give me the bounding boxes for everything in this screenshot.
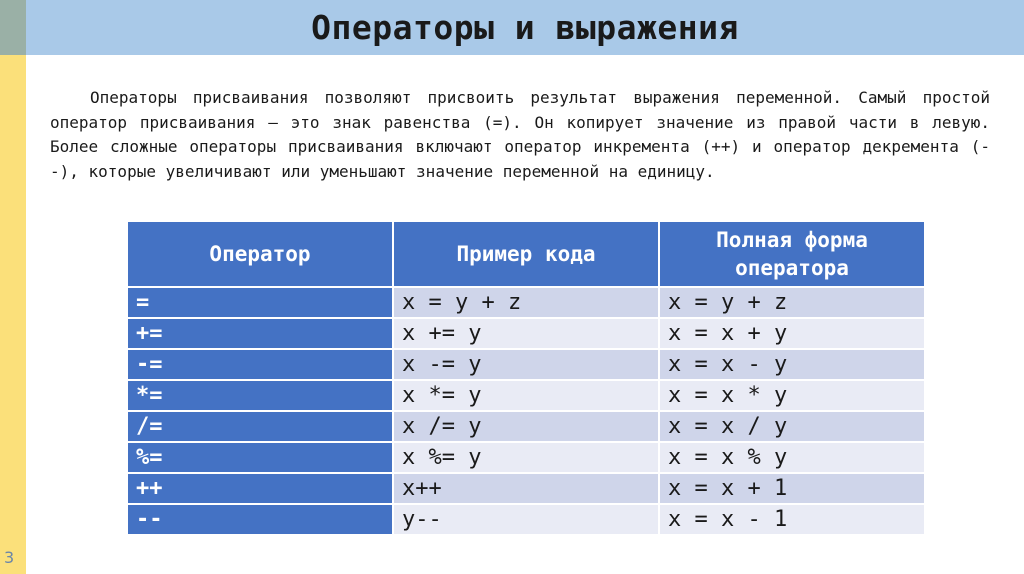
table-row [127, 411, 925, 442]
code-example-cell: x += y [393, 318, 659, 349]
full-form-cell: x = x + 1 [659, 473, 925, 504]
code-example-cell: x = y + z [393, 287, 659, 318]
code-example-cell: y-- [393, 504, 659, 535]
code-example-cell: x -= y [393, 349, 659, 380]
table-row [127, 380, 925, 411]
operator-cell: -- [127, 504, 393, 535]
full-form-cell: x = x - y [659, 349, 925, 380]
full-form-cell: x = x + y [659, 318, 925, 349]
full-form-cell: x = y + z [659, 287, 925, 318]
table-row [127, 504, 925, 535]
operator-cell: -= [127, 349, 393, 380]
table-row [127, 318, 925, 349]
full-form-cell: x = x % y [659, 442, 925, 473]
header-code-example: Пример кода [393, 221, 659, 287]
code-example-cell: x++ [393, 473, 659, 504]
intro-paragraph: Операторы присваивания позволяют присвоить результат выражения переменной. Самый простой оператор присваивания — это знак равенства (=). Он копирует значение из правой части в левую. Более сложные операторы присваивания включают оператор инкремента (++) и оператор декремента (--), которые увеличивают или уменьшают значение переменной на единицу. [50, 88, 990, 181]
left-accent-strip [0, 0, 26, 574]
code-example-cell: x *= y [393, 380, 659, 411]
full-form-cell: x = x - 1 [659, 504, 925, 535]
header-operator: Оператор [127, 221, 393, 287]
left-accent-strip-top [0, 0, 26, 55]
header-full-form: Полная форма оператора [659, 221, 925, 287]
operator-cell: /= [127, 411, 393, 442]
full-form-cell: x = x / y [659, 411, 925, 442]
slide-number: 3 [4, 548, 15, 567]
table-row [127, 349, 925, 380]
full-form-cell: x = x * y [659, 380, 925, 411]
operator-cell: += [127, 318, 393, 349]
code-example-cell: x %= y [393, 442, 659, 473]
table-row [127, 473, 925, 504]
table-row [127, 442, 925, 473]
table-header-row [127, 221, 925, 287]
code-example-cell: x /= y [393, 411, 659, 442]
operator-cell: %= [127, 442, 393, 473]
table-row [127, 287, 925, 318]
slide-title: Операторы и выражения [311, 8, 739, 47]
operators-table [126, 220, 926, 536]
operator-cell: *= [127, 380, 393, 411]
operator-cell: ++ [127, 473, 393, 504]
operator-cell: = [127, 287, 393, 318]
